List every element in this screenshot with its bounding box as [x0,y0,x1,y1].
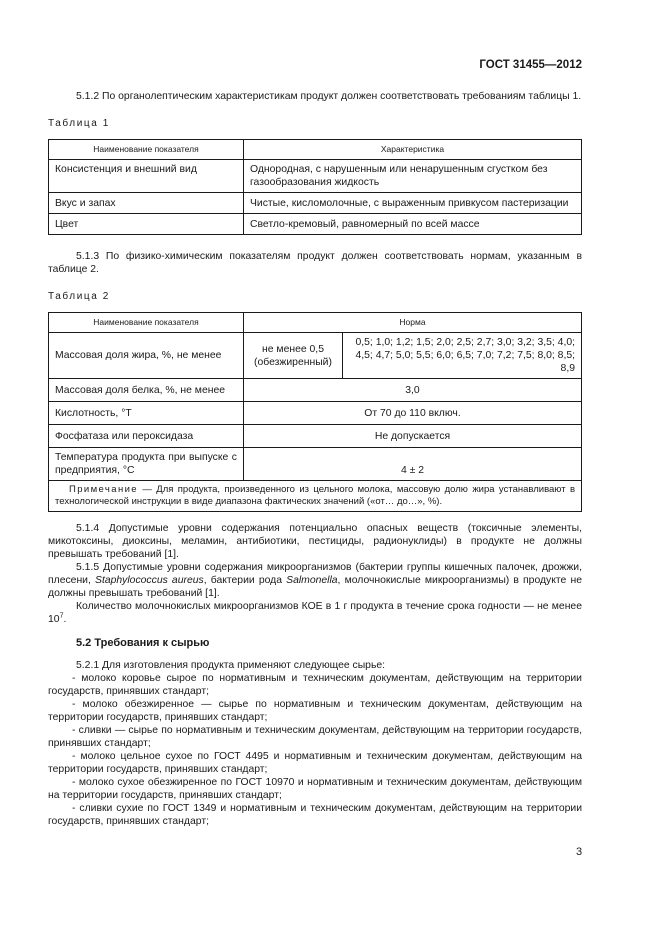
table-row [49,333,582,379]
table2-cell-skim: не менее 0,5 (обезжиренный) [244,333,343,379]
table1-cell-value: Светло-кремовый, равномерный по всей массе [244,214,582,235]
table-row [49,481,582,512]
table2-cell-value: Не допускается [244,425,582,448]
table-row [49,379,582,402]
table2-caption: Таблица 2 [48,291,110,302]
table1-cell-name: Вкус и запах [49,193,244,214]
table2-cell-name: Кислотность, °Т [49,402,244,425]
table2-cell-fat-values: 0,5; 1,0; 1,2; 1,5; 2,0; 2,5; 2,7; 3,0; 3,2; 3,5; 4,0; 4,5; 4,7; 5,0; 5,5; 6,0; 6,5; 7,0; 7,2; 7,5; 8,0; 8,5; 8,9 [343,333,582,379]
paragraph-5-1-2: 5.1.2 По органолептическим характеристикам продукт должен соответствовать требованиям таблицы 1. [76,91,582,102]
table1-header-characteristic: Характеристика [244,140,582,160]
table1-caption: Таблица 1 [48,118,110,129]
note-label: Примечание [69,484,138,495]
section-5-2-title: 5.2 Требования к сырью [76,637,210,649]
paragraph-5-1-4: 5.1.4 Допустимые уровни содержания потенциально опасных веществ (токсичные элементы, микотоксины, диоксины, меламин, антибиотики, пестициды, радионуклиды) в продукте не должны превышать требований [1]. [48,523,582,560]
paragraph-text: , бактерии рода [203,575,287,586]
paragraph-koe [48,600,582,626]
table2-cell-name: Фосфатаза или пероксидаза [49,425,244,448]
document-id: ГОСТ 31455—2012 [479,59,582,71]
table2-note [49,481,582,512]
paragraph-text: , молочнокислые микроорганизмы) в продукте не должны превышать требований [1]. [48,575,582,599]
paragraph-text: . [63,614,67,625]
table2 [48,312,582,512]
table2-cell-name: Температура продукта при выпуске с предприятия, °С [49,448,244,481]
table-row [49,160,582,193]
organism-name: Staphylococcus aureus [95,575,204,586]
list-item: - молоко обезжиренное — сырье по нормативным и техническим документам, действующим на территории государств, принявших стандарт; [48,699,582,723]
page-number: 3 [576,846,583,858]
raw-material-list [48,672,582,828]
table1-cell-name: Консистенция и внешний вид [49,160,244,193]
table2-header-norm: Норма [244,313,582,333]
paragraph-5-1-3: 5.1.3 По физико-химическим показателям продукт должен соответствовать нормам, указанным в таблице 2. [48,251,582,275]
list-item: - молоко сухое обезжиренное по ГОСТ 10970 и нормативным и техническим документам, действующим на территории государств, принявших стандарт; [48,777,582,801]
table1-cell-name: Цвет [49,214,244,235]
paragraph-text: Количество молочнокислых микроорганизмов КОЕ в 1 г продукта в течение срока годности — не менее 10 [48,601,582,625]
table-row [49,448,582,481]
list-item: - сливки — сырье по нормативным и техническим документам, действующим на территории государств, принявших стандарт; [48,725,582,749]
table-row [49,402,582,425]
list-item: - сливки сухие по ГОСТ 1349 и нормативным и техническим документам, действующим на территории государств, принявших стандарт; [48,803,582,827]
table2-cell-name: Массовая доля жира, %, не менее [49,333,244,379]
paragraph-5-2-1: 5.2.1 Для изготовления продукта применяют следующее сырье: [76,660,386,671]
table-row [49,193,582,214]
paragraph-5-1-5 [48,561,582,600]
table2-cell-name: Массовая доля белка, %, не менее [49,379,244,402]
table1-cell-value: Однородная, с нарушенным или ненарушенным сгустком без газообразования жидкость [244,160,582,193]
table1-cell-value: Чистые, кисломолочные, с выраженным привкусом пастеризации [244,193,582,214]
table2-header-name: Наименование показателя [49,313,244,333]
table2-cell-value: 3,0 [244,379,582,402]
page-content [48,90,582,828]
paragraph-text: 5.1.5 Допустимые уровни содержания микроорганизмов (бактерии группы кишечных палочек, дрожжи, плесени, [48,562,582,586]
table-row [49,425,582,448]
table1-header-name: Наименование показателя [49,140,244,160]
exponent: 7 [59,612,64,620]
table1 [48,139,582,235]
table2-cell-value: 4 ± 2 [244,448,582,481]
note-text: — Для продукта, произведенного из цельного молока, массовую долю жира устанавливают в технологической инструкции в виде диапазона фактических значений («от… до…», %). [55,484,575,507]
organism-name: Salmonella [286,575,338,586]
table2-cell-value: От 70 до 110 включ. [244,402,582,425]
table-row [49,214,582,235]
list-item: - молоко цельное сухое по ГОСТ 4495 и нормативным и техническим документам, действующим на территории государств, принявших стандарт; [48,751,582,775]
list-item: - молоко коровье сырое по нормативным и техническим документам, действующим на территории государств, принявших стандарт; [48,673,582,697]
